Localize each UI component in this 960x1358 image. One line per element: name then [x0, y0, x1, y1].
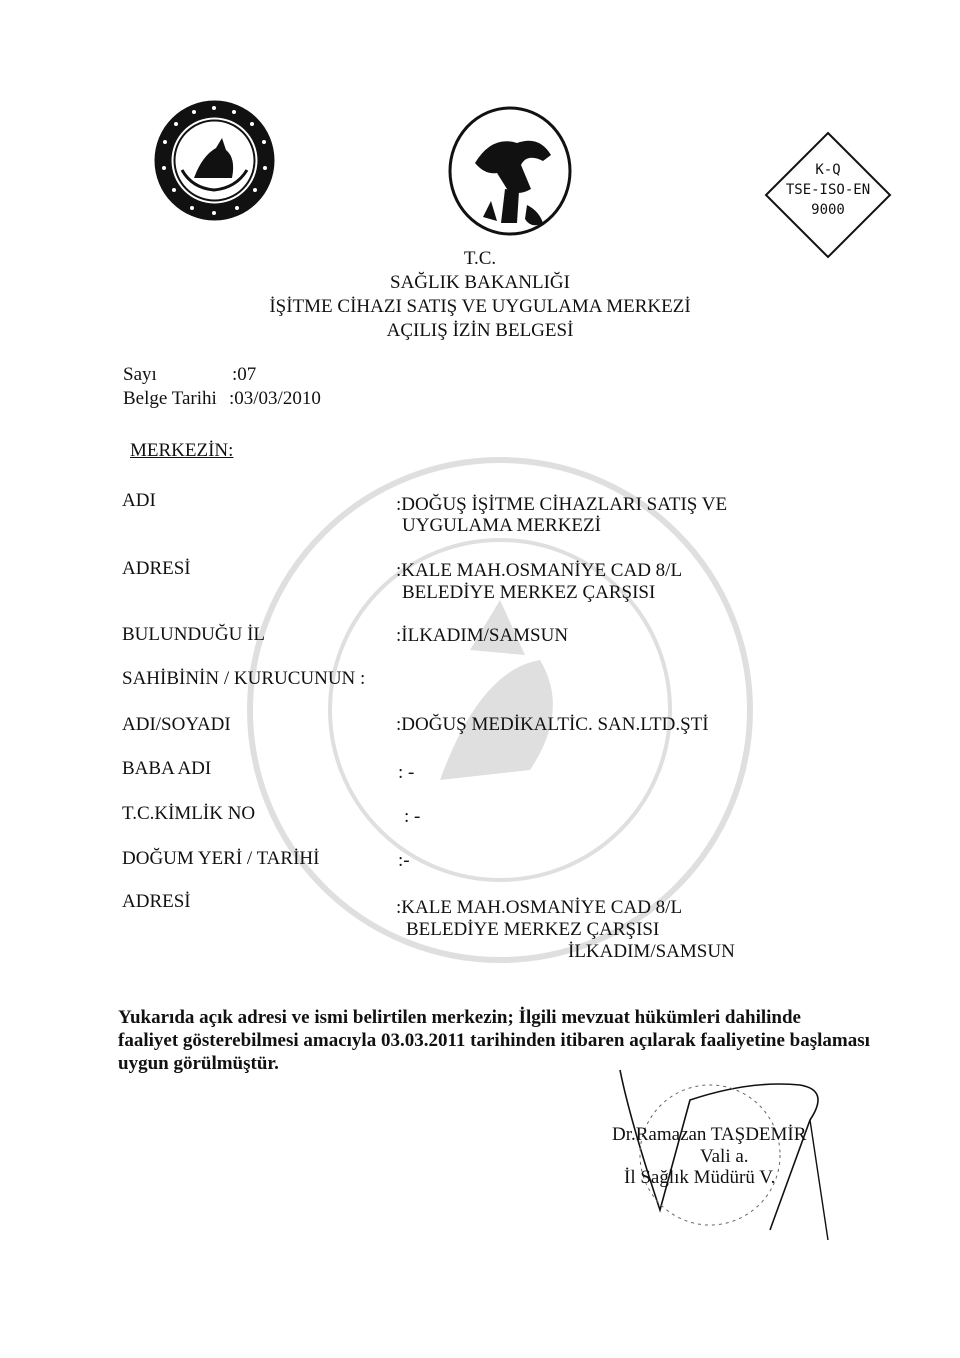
approval-line-3: uygun görülmüştür.: [118, 1053, 279, 1074]
header-tc: T.C.: [463, 248, 497, 269]
certification-badge: [763, 130, 893, 260]
belge-tarihi-value: :03/03/2010: [229, 388, 321, 409]
header-ministry: SAĞLIK BAKANLIĞI: [390, 272, 570, 293]
sahip-adres-value-1: :KALE MAH.OSMANİYE CAD 8/L: [396, 897, 683, 918]
merkez-adi-value-2: UYGULAMA MERKEZİ: [402, 515, 601, 536]
merkez-il-label: BULUNDUĞU İL: [122, 624, 266, 645]
sahip-heading: SAHİBİNİN / KURUCUNUN :: [122, 668, 366, 689]
statue-emblem-icon: [447, 105, 573, 243]
merkez-adres-label: ADRESİ: [122, 558, 191, 579]
sahip-dogum-value: :-: [398, 850, 410, 871]
sahip-baba-value: : -: [398, 762, 415, 783]
merkez-adres-value-2: BELEDİYE MERKEZ ÇARŞISI: [402, 582, 656, 603]
sahip-tc-value: : -: [404, 806, 421, 827]
sayi-value: :07: [232, 364, 257, 385]
samsun-municipality-seal-icon: [152, 98, 277, 223]
merkez-adres-value-1: :KALE MAH.OSMANİYE CAD 8/L: [396, 560, 683, 581]
certification-kq: K-Q: [815, 162, 841, 178]
sahip-tc-label: T.C.KİMLİK NO: [122, 803, 256, 824]
signatory-title-2: İl Sağlık Müdürü V.: [624, 1167, 776, 1188]
sahip-adres-value-3: İLKADIM/SAMSUN: [568, 941, 735, 962]
sahip-adres-label: ADRESİ: [122, 891, 191, 912]
signatory-title-1: Vali a.: [700, 1146, 749, 1167]
sahip-adsoyad-label: ADI/SOYADI: [122, 714, 231, 735]
sahip-dogum-label: DOĞUM YERİ / TARİHİ: [122, 848, 320, 869]
sahip-baba-label: BABA ADI: [122, 758, 212, 779]
signatory-name: Dr.Ramazan TAŞDEMİR: [612, 1124, 807, 1145]
approval-line-2: faaliyet gösterebilmesi amacıyla 03.03.2011 tarihinden itibaren açılarak faaliyetine başlaması: [118, 1030, 870, 1051]
merkez-il-value: :İLKADIM/SAMSUN: [396, 625, 569, 646]
document-title: AÇILIŞ İZİN BELGESİ: [386, 320, 574, 341]
certification-number: 9000: [811, 202, 845, 218]
sahip-adres-value-2: BELEDİYE MERKEZ ÇARŞISI: [406, 919, 660, 940]
sayi-label: Sayı: [123, 364, 157, 385]
belge-tarihi-label: Belge Tarihi: [123, 388, 217, 409]
approval-line-1: Yukarıda açık adresi ve ismi belirtilen merkezin; İlgili mevzuat hükümleri dahilinde: [118, 1007, 801, 1028]
merkez-adi-value-1: :DOĞUŞ İŞİTME CİHAZLARI SATIŞ VE: [396, 494, 728, 515]
merkez-adi-label: ADI: [122, 490, 156, 511]
certification-standard: TSE-ISO-EN: [785, 182, 871, 198]
sahip-adsoyad-value: :DOĞUŞ MEDİKALTİC. SAN.LTD.ŞTİ: [396, 714, 709, 735]
header-center-type: İŞİTME CİHAZI SATIŞ VE UYGULAMA MERKEZİ: [269, 296, 691, 317]
merkez-heading: MERKEZİN:: [130, 440, 234, 461]
